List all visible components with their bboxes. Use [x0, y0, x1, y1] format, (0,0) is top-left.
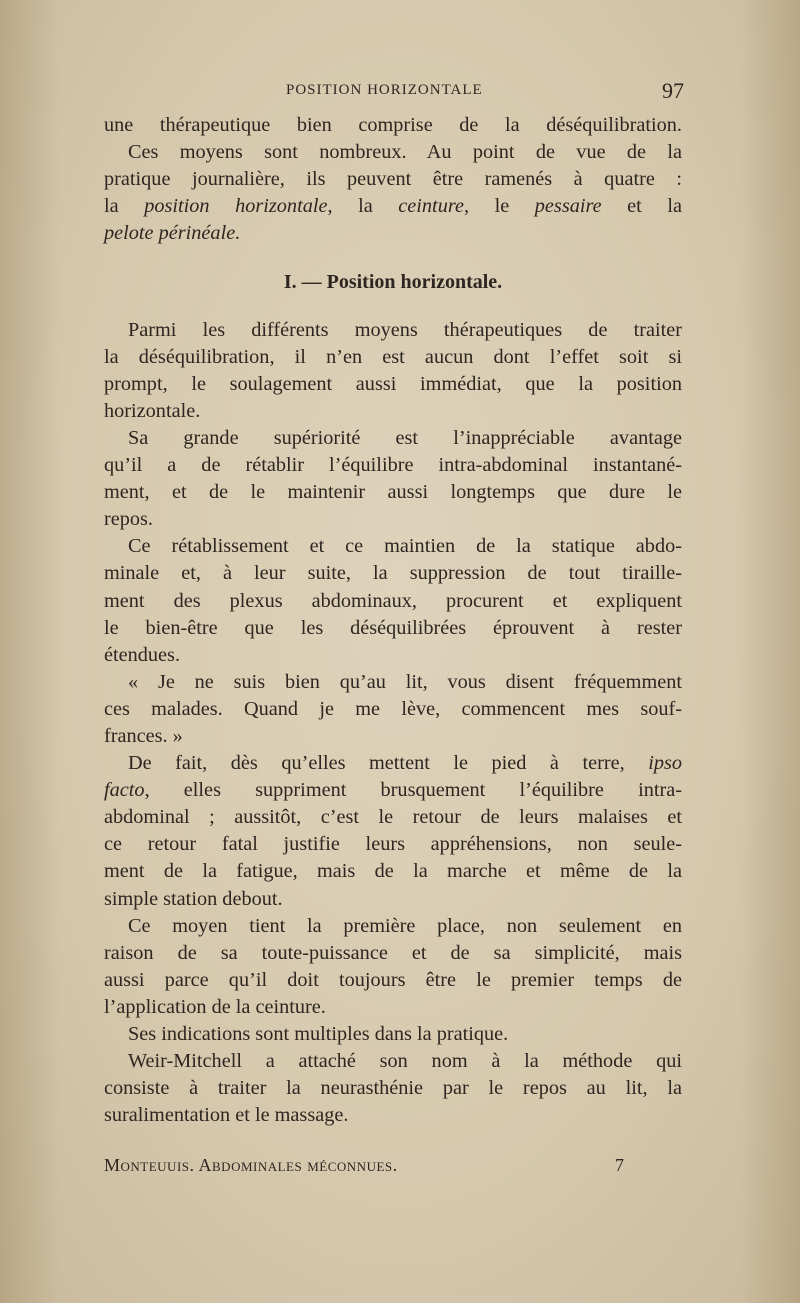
text-line [104, 220, 682, 247]
text-run: , elles suppriment brusquement l’équilibre intra- [144, 779, 682, 802]
footer-author-title: Monteuuis. Abdominales méconnues. [104, 1155, 398, 1175]
text-line: Ses indications sont multiples dans la pratique. [128, 1023, 509, 1045]
italic-term: ipso [648, 752, 682, 775]
text-line: la déséquilibration, il n’en est aucun dont l’effet soit si [104, 345, 682, 368]
text-line: minale et, à leur suite, la suppression de tout tiraille- [104, 562, 682, 585]
signature-mark: 7 [615, 1155, 624, 1175]
text-line: pratique journalière, ils peuvent être ramenés à quatre : [104, 168, 682, 191]
text-line: simple station debout. [104, 887, 283, 910]
text-line: aussi parce qu’il doit toujours être le premier temps de [104, 968, 682, 991]
text-run: , la [327, 195, 399, 218]
text-line [104, 193, 682, 220]
text-line: repos. [104, 508, 153, 531]
text-line: ces malades. Quand je me lève, commencent mes souf- [104, 697, 682, 720]
text-line: raison de sa toute-puissance et de sa simplicité, mais [104, 941, 682, 964]
section-heading: I. — Position horizontale. [283, 271, 503, 294]
text-line: une thérapeutique bien comprise de la déséquilibration. [104, 114, 682, 136]
text-line: suralimentation et le massage. [104, 1104, 349, 1127]
page-edge-shadow-right [740, 0, 800, 1303]
italic-term: ceinture [398, 195, 464, 218]
text-line: abdominal ; aussitôt, c’est le retour de leurs malaises et [104, 806, 682, 829]
text-line: étendues. [104, 643, 181, 666]
italic-term: position horizontale [144, 195, 328, 218]
italic-term: pessaire [534, 195, 602, 218]
text-line: frances. » [104, 724, 183, 747]
text-line: ment des plexus abdominaux, procurent et expliquent [104, 589, 682, 612]
text-line: le bien-être que les déséquilibrées éprouvent à rester [104, 616, 682, 639]
running-title: POSITION HORIZONTALE [286, 82, 483, 98]
text-line: ment de la fatigue, mais de la marche et même de la [104, 860, 682, 883]
italic-term: pelote périnéale. [104, 222, 241, 245]
text-line: Ces moyens sont nombreux. Au point de vue de la [128, 141, 682, 164]
text-line: horizontale. [104, 399, 201, 422]
italic-term: facto [104, 779, 145, 802]
text-line: l’application de la ceinture. [104, 995, 326, 1018]
running-head [104, 78, 684, 108]
page-edge-shadow-left [0, 0, 60, 1303]
page-footer [104, 1155, 624, 1176]
text-line: consiste à traiter la neurasthénie par le repos au lit, la [104, 1077, 682, 1100]
text-line: Weir-Mitchell a attaché son nom à la méthode qui [128, 1050, 682, 1073]
text-line: ce retour fatal justifie leurs appréhensions, non seule- [104, 833, 682, 856]
text-run: De fait, dès qu’elles mettent le pied à terre, [128, 752, 649, 775]
text-line: qu’il a de rétablir l’équilibre intra-abdominal instantané- [104, 454, 682, 477]
text-line: Sa grande supériorité est l’inappréciable avantage [128, 426, 682, 449]
page-number: 97 [662, 78, 684, 103]
text-run: et la [601, 195, 682, 218]
text-line: Ce moyen tient la première place, non seulement en [128, 914, 682, 937]
text-block [104, 112, 682, 1129]
text-line [104, 750, 682, 777]
text-line [104, 777, 682, 804]
text-line: Ce rétablissement et ce maintien de la statique abdo- [128, 535, 682, 558]
text-line: Parmi les différents moyens thérapeutiques de traiter [128, 318, 682, 341]
text-line: prompt, le soulagement aussi immédiat, que la position [104, 372, 682, 395]
text-run: , le [463, 195, 535, 218]
text-line: ment, et de le maintenir aussi longtemps que dure le [104, 481, 682, 504]
text-run: la [104, 195, 145, 218]
text-line: « Je ne suis bien qu’au lit, vous disent fréquemment [128, 670, 682, 693]
